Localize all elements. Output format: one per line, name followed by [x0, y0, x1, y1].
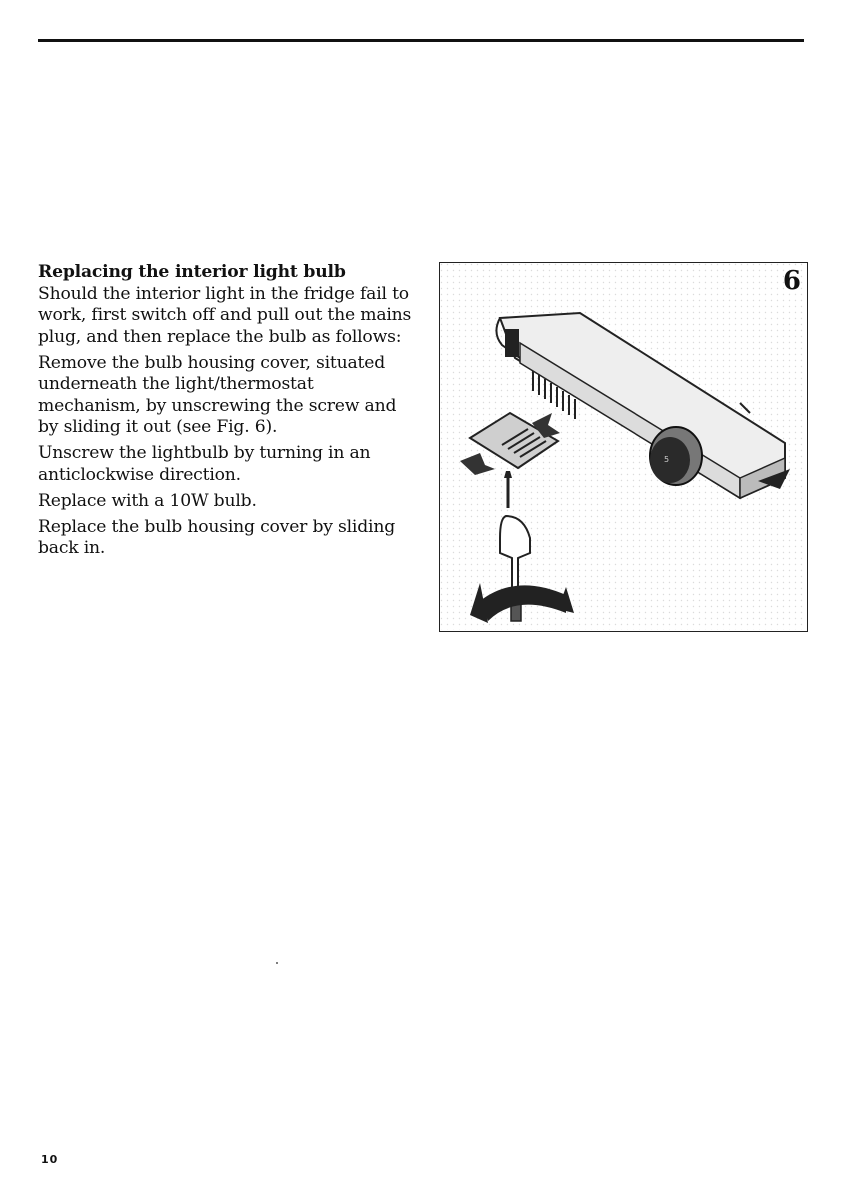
paragraph-unscrew-bulb: Unscrew the lightbulb by turning in an anticlockwise direction.	[38, 443, 371, 485]
section-heading: Replacing the interior light bulb	[38, 262, 346, 282]
svg-text:5: 5	[664, 455, 670, 464]
figure-number: 6	[782, 266, 801, 296]
paragraph-remove-cover: Remove the bulb housing cover, situated underneath the light/thermostat mechanism, by unscrewing the screw and by sliding it out (see Fig. 6).	[38, 352, 397, 437]
paragraph-replace-bulb: Replace with a 10W bulb.	[38, 490, 257, 511]
figure-6-illustration	[439, 262, 808, 632]
light-thermostat-diagram	[440, 263, 806, 630]
page-number: 10	[41, 1153, 59, 1166]
scan-speck	[276, 962, 278, 964]
thermostat-knob-icon	[650, 427, 702, 485]
top-rule	[38, 39, 804, 42]
paragraph-replace-cover: Replace the bulb housing cover by sliding back in.	[38, 516, 396, 558]
paragraph-intro: Should the interior light in the fridge fail to work, first switch off and pull out the mains plug, and then replace the bulb as follows:	[38, 283, 412, 347]
instruction-section	[38, 262, 416, 564]
